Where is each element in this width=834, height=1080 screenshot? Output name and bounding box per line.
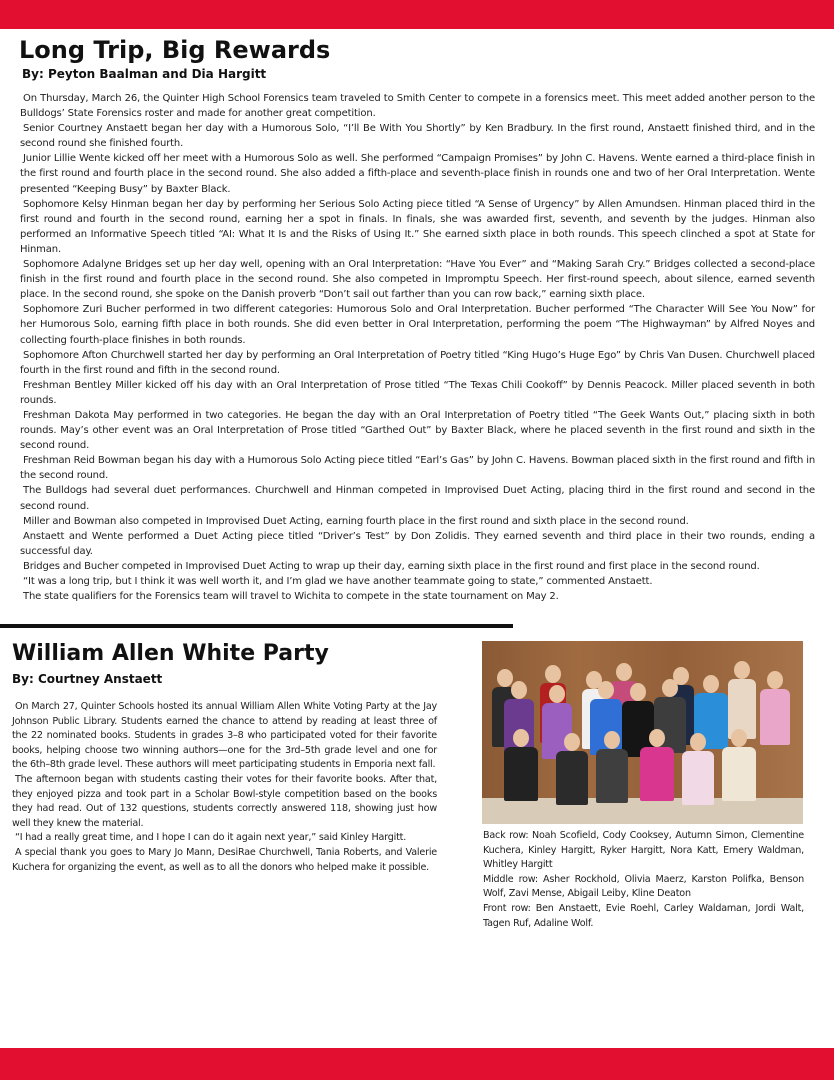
article2-paragraph: “I had a really great time, and I hope I can do it again next year,” said Kinley Hargitt. — [15, 832, 407, 844]
article1-paragraph: Sophomore Afton Churchwell started her day by performing an Oral Interpretation of Poetry titled “King Hugo’s Huge Ego” by Chris Van Dusen. Churchwell placed fourth in the first round and fifth in the second round. — [20, 349, 815, 376]
article1-paragraph: “It was a long trip, but I think it was well worth it, and I’m glad we have another teammate going to state,” commented Anstaett. — [23, 576, 653, 587]
article1-paragraph: The state qualifiers for the Forensics team will travel to Wichita to compete in the state tournament on May 2. — [23, 591, 559, 603]
article2-paragraph: On March 27, Quinter Schools hosted its annual William Allen White Voting Party at the Jay Johnson Public Library. Students earned the chance to attend by reading at least three of the 22 nominated books. Students in grades 3–8 who participated voted for their favorite books, helping choose two winning authors—one for the 3rd–5th grade level and one for the 6th–8th grade level. These authors will meet participating students in Emporia next fall. — [12, 701, 437, 771]
photo-caption — [483, 829, 804, 931]
article1-paragraph: Sophomore Kelsy Hinman began her day by performing her Serious Solo Acting piece titled “A Sense of Urgency” by Allen Amundsen. Hinman placed third in the first round and fourth in the second round, earning her a spot in finals. In finals, she was awarded first, seventh, and seventh by the judges. Hinman also performed an Informative Speech titled “AI: What It Is and the Risks of Using It.” She earned sixth place in both rounds. This speech clinched a spot at State for Hinman. — [20, 198, 815, 255]
top-red-band — [0, 0, 834, 29]
article2-paragraph: The afternoon began with students casting their votes for their favorite books. After that, they enjoyed pizza and took part in a Scholar Bowl-style competition based on the books they had read. Out of 132 questions, students correctly answered 118, showing just how well they knew the material. — [12, 773, 437, 829]
article1-paragraph: On Thursday, March 26, the Quinter High School Forensics team traveled to Smith Center to compete in a forensics meet. This meet added another person to the Bulldogs’ State Forensics roster and made for another great competition. — [20, 93, 815, 120]
article1-paragraph: The Bulldogs had several duet performances. Churchwell and Hinman competed in Improvised Duet Acting, placing third in the first round and second in the second round. — [20, 485, 815, 512]
article1-paragraph: Miller and Bowman also competed in Improvised Duet Acting, earning fourth place in the first round and sixth place in the second round. — [23, 515, 689, 527]
article1-paragraph: Sophomore Zuri Bucher performed in two different categories: Humorous Solo and Oral Interpretation. Bucher performed “The Character Will See You Now” for her Humorous Solo, earning fifth place in both rounds. She did even better in Oral Interpretation, performing the poem “The Highwayman” by Alfred Noyes and collecting fourth-place finishes in both rounds. — [20, 304, 815, 346]
article1-paragraph: Junior Lillie Wente kicked off her meet with a Humorous Solo as well. She performed “Campaign Promises” by John C. Havens. Wente earned a third-place finish in the first round and fourth place in the second round. She also added a fifth-place and seventh-place finish in rounds one and two of her Oral Interpretation. Wente presented “Keeping Busy” by Baxter Black. — [20, 153, 815, 195]
article1-body — [20, 91, 815, 604]
article1-paragraph: Anstaett and Wente performed a Duet Acting piece titled “Driver’s Test” by Don Zolidis. They earned seventh and third place in their two rounds, ending a successful day. — [20, 530, 815, 557]
article2-title: William Allen White Party — [12, 641, 329, 666]
article2-body — [12, 700, 437, 875]
article1-paragraph: Bridges and Bucher competed in Improvised Duet Acting to wrap up their day, earning sixth place in the first round and first place in the second round. — [23, 560, 760, 572]
caption-front-row: Front row: Ben Anstaett, Evie Roehl, Carley Waldaman, Jordi Walt, Tagen Ruf, Adaline Wolf. — [483, 902, 804, 929]
article1-title: Long Trip, Big Rewards — [19, 36, 331, 64]
bottom-red-band — [0, 1048, 834, 1080]
article2-paragraph: A special thank you goes to Mary Jo Mann, DesiRae Churchwell, Tania Roberts, and Valerie Kuchera for organizing the event, as well as to all the donors who helped make it possible. — [12, 846, 437, 873]
article1-paragraph: Sophomore Adalyne Bridges set up her day well, opening with an Oral Interpretation: “Have You Ever” and “Making Sarah Cry.” Bridges collected a second-place finish in the first round and fourth place in the second round. She also competed in Impromptu Speech. Her first-round speech, about silence, earned seventh place. In the second round, she spoke on the Danish proverb “Don’t sail out farther than you can row back,” earning sixth place. — [20, 259, 815, 301]
article1-paragraph: Freshman Bentley Miller kicked off his day with an Oral Interpretation of Prose titled “The Texas Chili Cookoff” by Dennis Peacock. Miller placed seventh in both rounds. — [20, 379, 815, 406]
caption-middle-row: Middle row: Asher Rockhold, Olivia Maerz, Karston Polifka, Benson Wolf, Zavi Mense, Abigail Leiby, Kline Deaton — [483, 873, 804, 900]
article1-paragraph: Senior Courtney Anstaett began her day with a Humorous Solo, “I’ll Be With You Shortly” by Ken Bradbury. In the first round, Anstaett finished third, and in the second round she finished fourth. — [20, 123, 815, 150]
caption-back-row: Back row: Noah Scofield, Cody Cooksey, Autumn Simon, Clementine Kuchera, Kinley Hargitt, Ryker Hargitt, Nora Katt, Emery Waldman, Whitley Hargitt — [483, 830, 804, 871]
article2-byline: By: Courtney Anstaett — [12, 672, 163, 686]
group-photo — [482, 641, 803, 824]
article1-byline: By: Peyton Baalman and Dia Hargitt — [22, 67, 267, 81]
section-divider — [0, 624, 513, 628]
article1-paragraph: Freshman Dakota May performed in two categories. He began the day with an Oral Interpretation of Poetry titled “The Geek Wants Out,” placing sixth in both rounds. May’s other event was an Oral Interpretation of Prose titled “Garthed Out” by Baxter Black, where he placed seventh in the first round and sixth in the second round. — [20, 409, 815, 452]
article1-paragraph: Freshman Reid Bowman began his day with a Humorous Solo Acting piece titled “Earl’s Gas” by John C. Havens. Bowman placed sixth in the first round and fifth in the second round. — [20, 455, 816, 482]
